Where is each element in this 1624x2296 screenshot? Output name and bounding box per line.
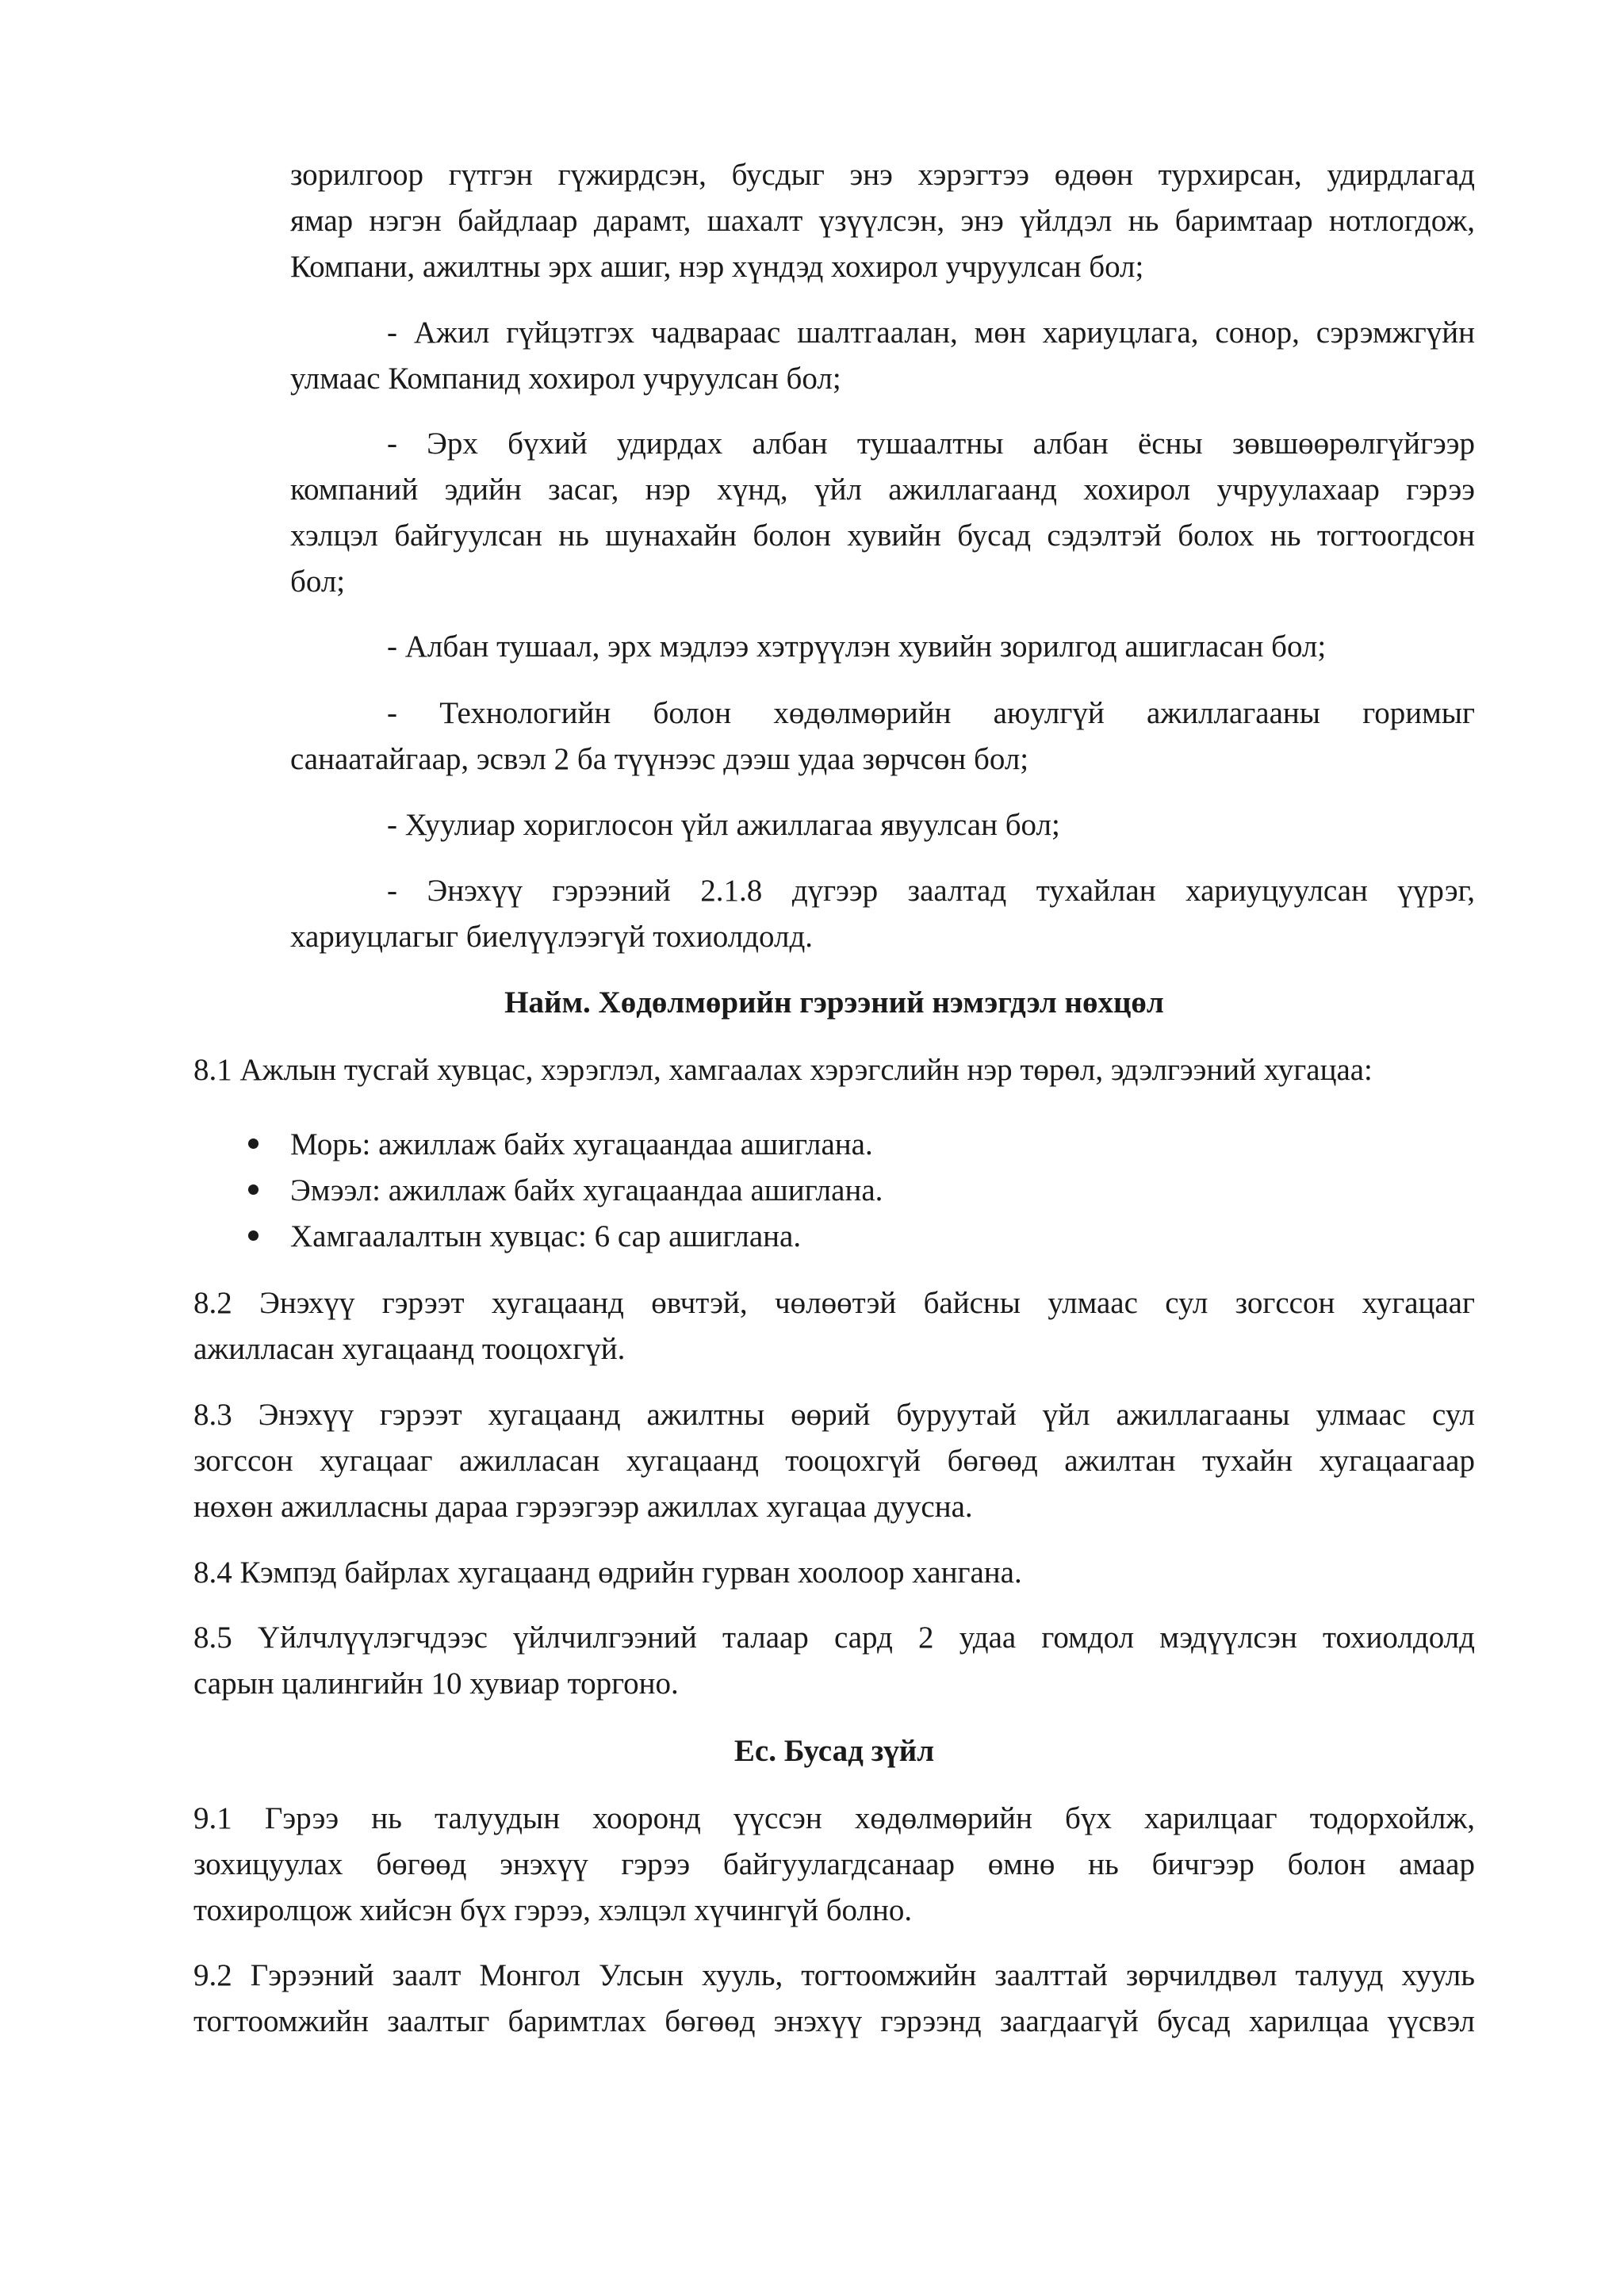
bullet-icon bbox=[248, 1230, 259, 1241]
clause-8-3: зогссон хугацааг ажилласан хугацаанд тооцохгүй бөгөөд ажилтан тухайн хугацаагаар bbox=[193, 1444, 1475, 1478]
clause-8-5: 8.5 Үйлчлүүлэгчдээс үйлчилгээний талаар сард 2 удаа гомдол мэдүүлсэн тохиолдолд bbox=[193, 1621, 1475, 1655]
clause-8-3: нөхөн ажилласны дараа гэрээгээр ажиллах хугацаа дуусна. bbox=[193, 1490, 973, 1524]
paragraph-line: Компани, ажилтны эрх ашиг, нэр хүндэд хохирол учруулсан бол; bbox=[290, 250, 1144, 284]
paragraph-line: - Технологийн болон хөдөлмөрийн аюулгүй ажиллагааны горимыг bbox=[387, 696, 1475, 730]
section-heading: Ес. Бусад зүйл bbox=[733, 1734, 935, 1768]
clause-9-2: 9.2 Гэрээний заалт Монгол Улсын хууль, тогтоомжийн заалттай зөрчилдвөл талууд хууль bbox=[193, 1958, 1475, 1992]
clause-9-1: 9.1 Гэрээ нь талуудын хооронд үүссэн хөдөлмөрийн бүх харилцааг тодорхойлж, bbox=[193, 1801, 1475, 1835]
paragraph-line: - Эрх бүхий удирдах албан тушаалтны албан ёсны зөвшөөрөлгүйгээр bbox=[387, 427, 1475, 461]
clause-8-5: сарын цалингийн 10 хувиар торгоно. bbox=[193, 1667, 679, 1701]
paragraph-line: компаний эдийн засаг, нэр хүнд, үйл ажиллагаанд хохирол учруулахаар гэрээ bbox=[290, 473, 1475, 507]
paragraph-line: хэлцэл байгуулсан нь шунахайн болон хувийн бусад сэдэлтэй болох нь тогтоогдсон bbox=[290, 519, 1475, 553]
clause-8-2: 8.2 Энэхүү гэрээт хугацаанд өвчтэй, чөлөөтэй байсны улмаас сул зогссон хугацааг bbox=[193, 1286, 1475, 1320]
list-item: Хамгаалалтын хувцас: 6 сар ашиглана. bbox=[290, 1219, 802, 1253]
paragraph-line: улмаас Компанид хохирол учруулсан бол; bbox=[290, 362, 841, 396]
bullet-icon bbox=[248, 1184, 259, 1195]
clause-9-1: зохицуулах бөгөөд энэхүү гэрээ байгуулагдсанаар өмнө нь бичгээр болон амаар bbox=[193, 1847, 1475, 1881]
bullet-icon bbox=[248, 1138, 259, 1149]
clause-8-1: 8.1 Ажлын тусгай хувцас, хэрэглэл, хамгаалах хэрэгслийн нэр төрөл, эдэлгээний хугацаа: bbox=[193, 1053, 1373, 1087]
paragraph-line: - Хуулиар хориглосон үйл ажиллагаа явуулсан бол; bbox=[387, 808, 1060, 842]
clause-9-1: тохиролцож хийсэн бүх гэрээ, хэлцэл хүчингүй болно. bbox=[193, 1893, 913, 1927]
paragraph-line: зорилгоор гүтгэн гүжирдсэн, бусдыг энэ хэрэгтээ өдөөн турхирсан, удирдлагад bbox=[290, 158, 1475, 192]
paragraph-line: - Албан тушаал, эрх мэдлээ хэтрүүлэн хувийн зорилгод ашигласан бол; bbox=[387, 629, 1327, 664]
paragraph-line: хариуцлагыг биелүүлээгүй тохиолдолд. bbox=[290, 920, 814, 954]
clause-8-2: ажилласан хугацаанд тооцохгүй. bbox=[193, 1332, 626, 1366]
clause-9-2: тогтоомжийн заалтыг баримтлах бөгөөд энэхүү гэрээнд заагдаагүй бусад харилцаа үүсвэл bbox=[193, 2004, 1475, 2038]
section-heading: Найм. Хөдөлмөрийн гэрээний нэмэгдэл нөхцөл bbox=[504, 985, 1164, 1020]
list-item: Морь: ажиллаж байх хугацаандаа ашиглана. bbox=[290, 1127, 873, 1161]
clause-8-3: 8.3 Энэхүү гэрээт хугацаанд ажилтны өөрий буруутай үйл ажиллагааны улмаас сул bbox=[193, 1398, 1475, 1432]
clause-8-4: 8.4 Кэмпэд байрлах хугацаанд өдрийн гурван хоолоор хангана. bbox=[193, 1556, 1022, 1590]
paragraph-line: - Энэхүү гэрээний 2.1.8 дүгээр заалтад тухайлан хариуцуулсан үүрэг, bbox=[387, 874, 1475, 908]
paragraph-line: бол; bbox=[290, 564, 346, 599]
paragraph-line: ямар нэгэн байдлаар дарамт, шахалт үзүүлсэн, энэ үйлдэл нь баримтаар нотлогдож, bbox=[290, 204, 1475, 238]
paragraph-line: - Ажил гүйцэтгэх чадвараас шалтгаалан, мөн хариуцлага, сонор, сэрэмжгүйн bbox=[387, 316, 1475, 350]
list-item: Эмээл: ажиллаж байх хугацаандаа ашиглана. bbox=[290, 1173, 883, 1207]
paragraph-line: санаатайгаар, эсвэл 2 ба түүнээс дээш удаа зөрчсөн бол; bbox=[290, 742, 1029, 776]
